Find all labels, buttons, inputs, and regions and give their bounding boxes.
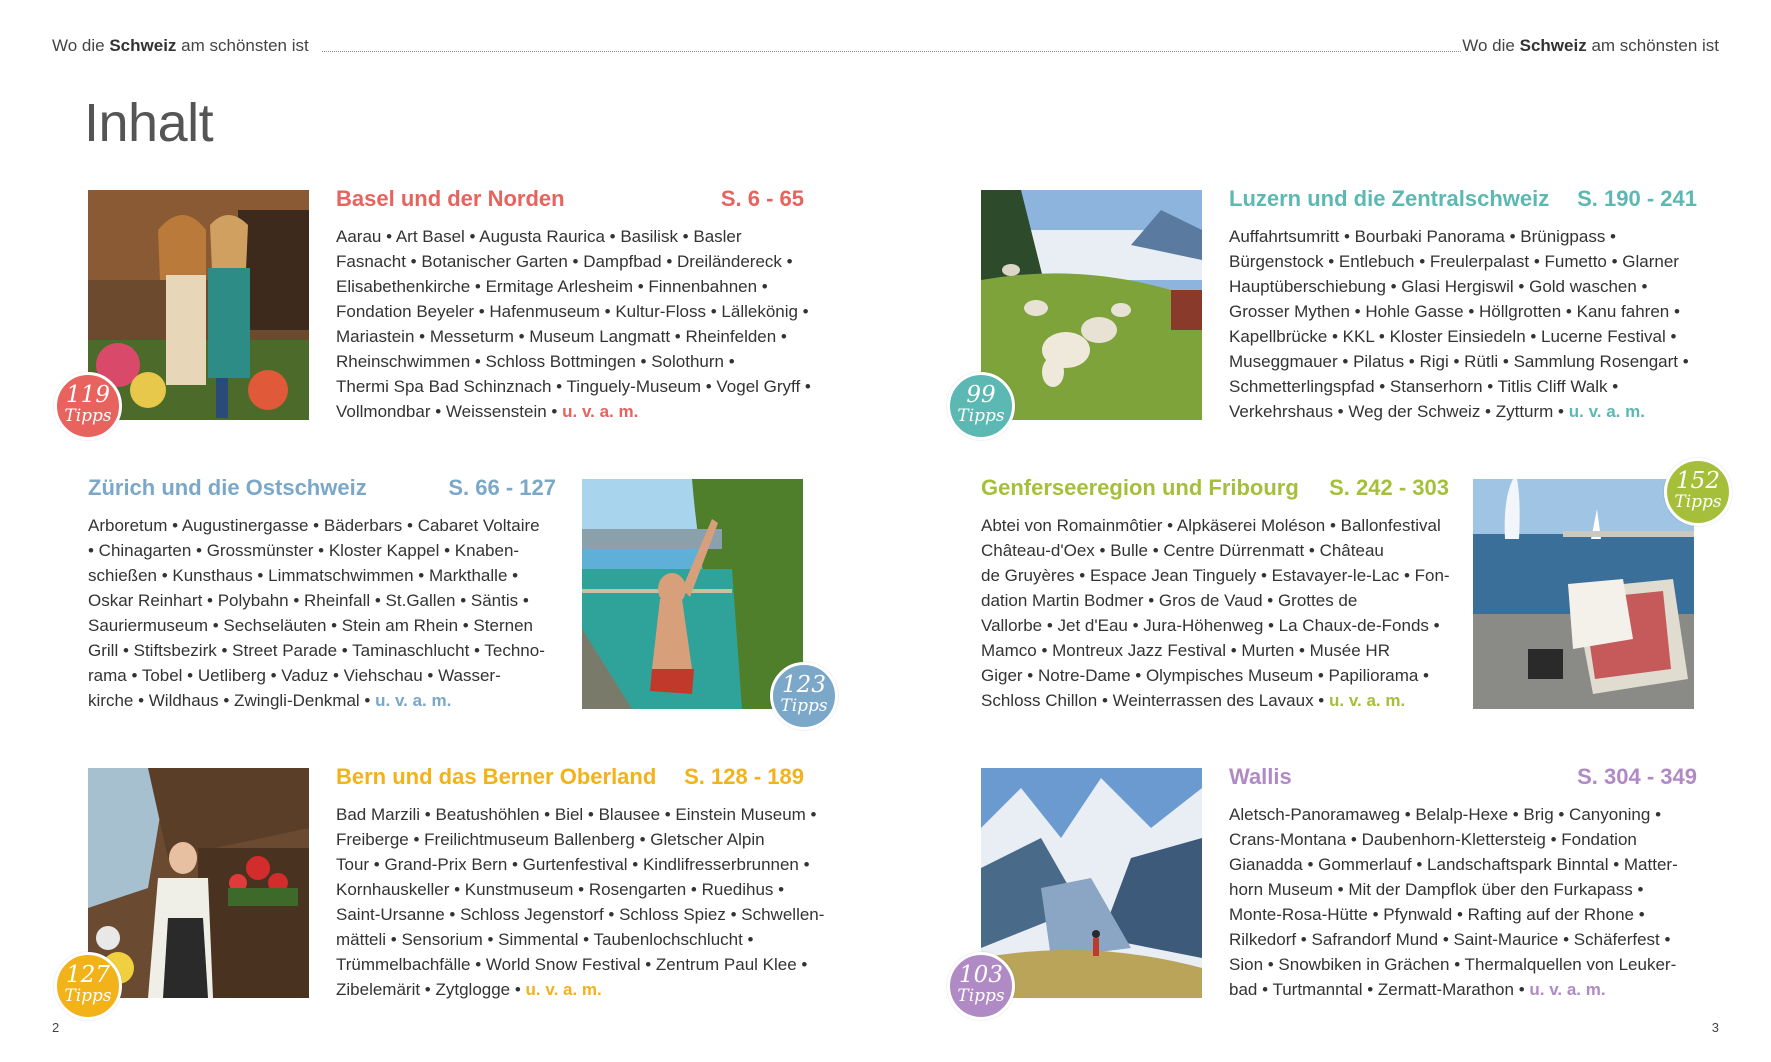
region-title (336, 186, 804, 216)
region-title (981, 475, 1449, 505)
highlights-line-last (336, 399, 804, 424)
region-pages: S. 128 - 189 (684, 764, 804, 789)
highlights-text: Zibelemärit • Zytglogge • (336, 980, 521, 999)
basel-photo (88, 190, 309, 420)
highlights-line: Kornhauskeller • Kunstmuseum • Rosengarten • Ruedihus • (336, 880, 785, 899)
badge-label: Tipps (64, 986, 112, 1006)
badge-label: Tipps (780, 696, 828, 716)
luzern-tipps-badge (947, 372, 1015, 440)
highlights-line: Arboretum • Augustinergasse • Bäderbars • Cabaret Voltaire (88, 516, 540, 535)
badge-label: Tipps (1674, 492, 1722, 512)
region-name: Zürich und die Ostschweiz (88, 475, 367, 500)
highlights-line: Museggmauer • Pilatus • Rigi • Rütli • Sammlung Rosengart • (1229, 352, 1689, 371)
more-label: u. v. a. m. (1568, 402, 1645, 421)
highlights-line: Mariastein • Messeturm • Museum Langmatt • Rheinfelden • (336, 327, 787, 346)
highlights-line-last (1229, 399, 1697, 424)
region-highlights-list (1229, 224, 1697, 424)
region-title (336, 764, 804, 794)
highlights-line: Schmetterlingspfad • Stanserhorn • Titlis Cliff Walk • (1229, 377, 1619, 396)
highlights-line: dation Martin Bodmer • Gros de Vaud • Grottes de (981, 591, 1358, 610)
header-text: Wo die (52, 36, 105, 55)
basel-tipps-badge (54, 372, 122, 440)
region-genfersee (981, 475, 1449, 715)
more-label: u. v. a. m. (1329, 691, 1406, 710)
highlights-line: Auffahrtsumritt • Bourbaki Panorama • Brünigpass • (1229, 227, 1616, 246)
genfersee-photo (1473, 479, 1694, 709)
region-pages: S. 66 - 127 (448, 475, 556, 500)
highlights-line: Aarau • Art Basel • Augusta Raurica • Basilisk • Basler (336, 227, 742, 246)
highlights-line: mätteli • Sensorium • Simmental • Taubenlochschlucht • (336, 930, 754, 949)
highlights-line: Freiberge • Freilichtmuseum Ballenberg • Gletscher Alpin (336, 830, 765, 849)
highlights-line-last (336, 977, 804, 1002)
highlights-line: Sauriermuseum • Sechseläuten • Stein am Rhein • Sternen (88, 616, 533, 635)
more-label: u. v. a. m. (525, 980, 602, 999)
highlights-text: bad • Turtmanntal • Zermatt-Marathon • (1229, 980, 1525, 999)
highlights-line-last (981, 688, 1449, 713)
highlights-line: Grosser Mythen • Hohle Gasse • Höllgrotten • Kanu fahren • (1229, 302, 1680, 321)
page-title: Inhalt (84, 93, 214, 153)
highlights-line: Thermi Spa Bad Schinznach • Tinguely-Museum • Vogel Gryff • (336, 377, 811, 396)
genfersee-tipps-badge (1664, 458, 1732, 526)
highlights-line: Saint-Ursanne • Schloss Jegenstorf • Schloss Spiez • Schwellen- (336, 905, 825, 924)
badge-label: Tipps (64, 406, 112, 426)
region-highlights-list (336, 802, 825, 1002)
highlights-line: schießen • Kunsthaus • Limmatschwimmen • Markthalle • (88, 566, 519, 585)
badge-label: Tipps (957, 986, 1005, 1006)
highlights-line-last (1229, 977, 1697, 1002)
highlights-line: Bürgenstock • Entlebuch • Freulerpalast • Fumetto • Glarner (1229, 252, 1679, 271)
bern-tipps-badge (54, 952, 122, 1020)
badge-number: 127 (66, 962, 110, 988)
highlights-text: Verkehrshaus • Weg der Schweiz • Zytturm • (1229, 402, 1564, 421)
region-title (1229, 186, 1697, 216)
region-bern (336, 764, 825, 1004)
badge-label: Tipps (957, 406, 1005, 426)
highlights-line: Aletsch-Panoramaweg • Belalp-Hexe • Brig • Canyoning • (1229, 805, 1662, 824)
highlights-line: Kapellbrücke • KKL • Kloster Einsiedeln • Lucerne Festival • (1229, 327, 1677, 346)
region-wallis (1229, 764, 1697, 1004)
region-basel (336, 186, 811, 426)
running-header-right (1462, 36, 1719, 56)
region-name: Basel und der Norden (336, 186, 565, 211)
region-title (88, 475, 556, 505)
highlights-line: Fasnacht • Botanischer Garten • Dampfbad • Dreiländereck • (336, 252, 793, 271)
highlights-line: Bad Marzili • Beatushöhlen • Biel • Blausee • Einstein Museum • (336, 805, 817, 824)
running-header-left (52, 36, 309, 56)
header-text: Wo die (1462, 36, 1515, 55)
highlights-line: Château-d'Oex • Bulle • Centre Dürrenmatt • Château (981, 541, 1384, 560)
highlights-line: Vallorbe • Jet d'Eau • Jura-Höhenweg • La Chaux-de-Fonds • (981, 616, 1440, 635)
highlights-line: Hauptüberschiebung • Glasi Hergiswil • Gold waschen • (1229, 277, 1648, 296)
page-number-left: 2 (52, 1020, 60, 1035)
region-name: Wallis (1229, 764, 1292, 789)
highlights-line: Fondation Beyeler • Hafenmuseum • Kultur-Floss • Lällekönig • (336, 302, 809, 321)
highlights-line: Monte-Rosa-Hütte • Pfynwald • Rafting auf der Rhone • (1229, 905, 1645, 924)
highlights-text: kirche • Wildhaus • Zwingli-Denkmal • (88, 691, 371, 710)
zuerich-photo (582, 479, 803, 709)
region-zuerich (88, 475, 556, 715)
header-text: am schönsten ist (1591, 36, 1719, 55)
badge-number: 119 (66, 382, 110, 408)
region-pages: S. 6 - 65 (720, 186, 804, 211)
highlights-line: horn Museum • Mit der Dampflok über den Furkapass • (1229, 880, 1644, 899)
highlights-text: Schloss Chillon • Weinterrassen des Lavaux • (981, 691, 1325, 710)
more-label: u. v. a. m. (562, 402, 639, 421)
highlights-line: Sion • Snowbiken in Grächen • Thermalquellen von Leuker- (1229, 955, 1677, 974)
region-highlights-list (88, 513, 556, 713)
region-name: Genferseeregion und Fribourg (981, 475, 1299, 500)
wallis-tipps-badge (947, 952, 1015, 1020)
more-label: u. v. a. m. (375, 691, 452, 710)
region-name: Bern und das Berner Oberland (336, 764, 657, 789)
header-bold: Schweiz (1519, 36, 1587, 55)
region-pages: S. 190 - 241 (1577, 186, 1697, 211)
region-luzern (1229, 186, 1697, 426)
luzern-photo (981, 190, 1202, 420)
badge-number: 123 (782, 672, 826, 698)
highlights-line: de Gruyères • Espace Jean Tinguely • Estavayer-le-Lac • Fon- (981, 566, 1450, 585)
badge-number: 152 (1676, 468, 1720, 494)
region-name: Luzern und die Zentralschweiz (1229, 186, 1550, 211)
highlights-line: • Chinagarten • Grossmünster • Kloster Kappel • Knaben- (88, 541, 520, 560)
highlights-line: Oskar Reinhart • Polybahn • Rheinfall • St.Gallen • Säntis • (88, 591, 529, 610)
header-dotted-leader (322, 51, 1461, 52)
highlights-line: Rheinschwimmen • Schloss Bottmingen • Solothurn • (336, 352, 735, 371)
bern-photo (88, 768, 309, 998)
highlights-line: Grill • Stiftsbezirk • Street Parade • Taminaschlucht • Techno- (88, 641, 545, 660)
header-text: am schönsten ist (181, 36, 309, 55)
highlights-line: Elisabethenkirche • Ermitage Arlesheim • Finnenbahnen • (336, 277, 768, 296)
badge-number: 99 (966, 382, 996, 408)
highlights-line: Gianadda • Gommerlauf • Landschaftspark Binntal • Matter- (1229, 855, 1678, 874)
highlights-line: Giger • Notre-Dame • Olympisches Museum • Papiliorama • (981, 666, 1429, 685)
highlights-line: Tour • Grand-Prix Bern • Gurtenfestival • Kindlifresserbrunnen • (336, 855, 810, 874)
region-highlights-list (336, 224, 811, 424)
region-title (1229, 764, 1697, 794)
region-pages: S. 304 - 349 (1577, 764, 1697, 789)
zuerich-tipps-badge (770, 662, 838, 730)
more-label: u. v. a. m. (1529, 980, 1606, 999)
badge-number: 103 (959, 962, 1003, 988)
highlights-line: Crans-Montana • Daubenhorn-Klettersteig • Fondation (1229, 830, 1637, 849)
highlights-line: Rilkedorf • Safrandorf Mund • Saint-Maurice • Schäferfest • (1229, 930, 1671, 949)
highlights-line: Abtei von Romainmôtier • Alpkäserei Moléson • Ballonfestival (981, 516, 1441, 535)
highlights-text: Vollmondbar • Weissenstein • (336, 402, 558, 421)
header-bold: Schweiz (109, 36, 177, 55)
highlights-line: Trümmelbachfälle • World Snow Festival • Zentrum Paul Klee • (336, 955, 808, 974)
region-highlights-list (1229, 802, 1697, 1002)
region-pages: S. 242 - 303 (1329, 475, 1449, 500)
region-highlights-list (981, 513, 1449, 713)
page-number-right: 3 (1711, 1020, 1719, 1035)
wallis-photo (981, 768, 1202, 998)
highlights-line: rama • Tobel • Uetliberg • Vaduz • Viehschau • Wasser- (88, 666, 501, 685)
highlights-line: Mamco • Montreux Jazz Festival • Murten • Musée HR (981, 641, 1390, 660)
highlights-line-last (88, 688, 556, 713)
